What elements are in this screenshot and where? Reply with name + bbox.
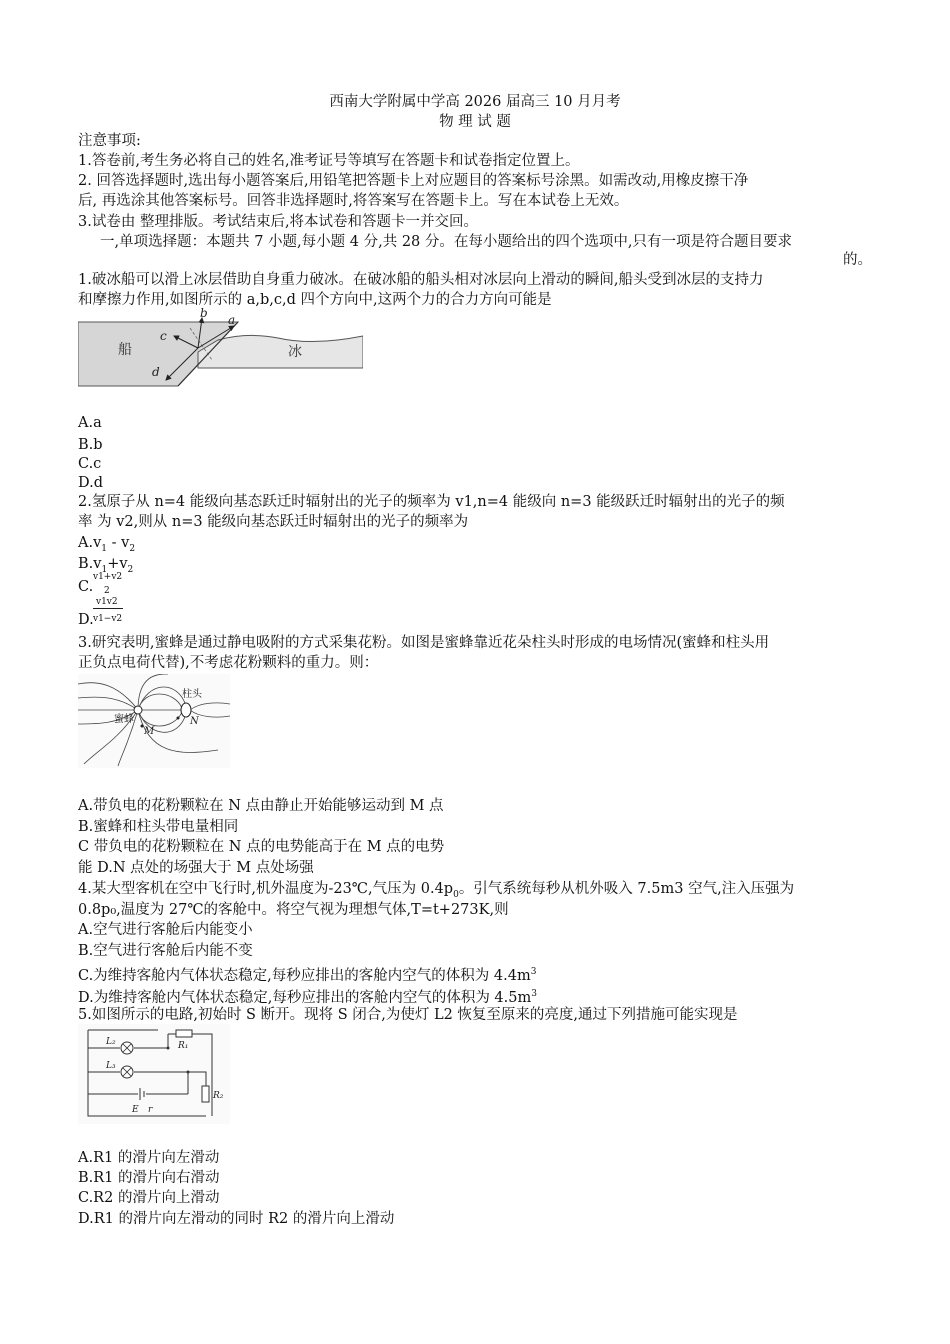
q3-option-c: C 带负电的花粉颗粒在 N 点的电势能高于在 M 点的电势 (78, 839, 445, 855)
q3-stem-2: 正负点电荷代替),不考虑花粉颗料的重力。则： (78, 655, 379, 671)
q1-option-d: D.d (78, 475, 103, 491)
point-n-label: N (190, 716, 199, 727)
point-m-label: M (144, 726, 155, 737)
note-2b: 后, 再选涂其他答案标号。回答非选择题时,将答案写在答题卡上。写在本试卷上无效。 (78, 193, 629, 209)
q5-stem: 5.如图所示的电路,初始时 S 断开。现将 S 闭合,为使灯 L2 恢复至原来的亮度,通过下列措施可能实现是 (78, 1007, 738, 1023)
circuit-figure (78, 1024, 230, 1124)
q5-option-c: C.R2 的滑片向上滑动 (78, 1190, 220, 1206)
ice-label: 冰 (288, 344, 302, 360)
q4-option-c: C.为维持客舱内气体状态稳定,每秒应排出的客舱内空气的体积为 $4.4m^3$ (78, 967, 537, 984)
subject-title: 物 理 试 题 (439, 114, 511, 130)
q1-stem-1: 1.破冰船可以滑上冰层借助自身重力破冰。在破冰船的船头相对冰层向上滑动的瞬间,船头受到冰层的支持力 (78, 272, 764, 288)
q1-option-b: B.b (78, 437, 103, 453)
resistor-r1-label: R₁ (178, 1041, 189, 1051)
note-1: 1.答卷前,考生务必将自己的姓名,准考证号等填写在答题卡和试卷指定位置上。 (78, 153, 580, 169)
q2-stem-2: 率 为 v2,则从 n=3 能级向基态跃迁时辐射出的光子的频率为 (78, 514, 469, 530)
electric-field-diagram (78, 674, 230, 768)
section1-intro: 一,单项选择题：本题共 7 小题,每小题 4 分,共 28 分。在每小题给出的四个选项中,只有一项是符合题目要求 (100, 234, 792, 250)
q4-option-d: D.为维持客舱内气体状态稳定,每秒应排出的客舱内空气的体积为 $4.5m^3$ (78, 989, 537, 1006)
lamp-l2-label: L₂ (106, 1037, 116, 1047)
ship-label: 船 (118, 342, 132, 358)
internal-r-label: r (148, 1105, 153, 1115)
emf-e-label: E (132, 1105, 139, 1115)
q3-stem-1: 3.研究表明,蜜蜂是通过静电吸附的方式采集花粉。如图是蜜蜂靠近花朵柱头时形成的电场情况(蜜蜂和柱头用 (78, 635, 770, 651)
exam-title: 西南大学附属中学高 2026 届高三 10 月月考 (329, 94, 621, 110)
stigma-label: 柱头 (182, 689, 202, 700)
notes-title: 注意事项: (78, 133, 141, 149)
bee-label: 蜜蜂 (114, 714, 134, 725)
electric-field-figure (78, 674, 230, 768)
circuit-diagram (78, 1024, 230, 1124)
q3-option-d: 能 D.N 点处的场强大于 M 点处场强 (78, 860, 314, 876)
arrow-c-label: c (160, 329, 167, 343)
resistor-r2-label: R₂ (213, 1091, 224, 1101)
q2-option-d: D. (78, 612, 94, 628)
q2-d-denominator: v1−v2 (93, 614, 123, 624)
q4-option-b: B.空气进行客舱后内能不变 (78, 943, 253, 959)
q4-stem-2: 0.8p₀,温度为 27℃的客舱中。将空气视为理想气体,T=t+273K,则 (78, 902, 509, 918)
q2-d-fraction-bar (93, 608, 123, 609)
q2-stem-1: 2.氢原子从 n=4 能级向基态跃迁时辐射出的光子的频率为 v1,n=4 能级向 n=3 能级跃迁时辐射出的光子的频 (78, 494, 785, 510)
arrow-d-label: d (152, 365, 160, 379)
icebreaker-figure (78, 308, 363, 390)
q2-c-numerator: v1+v2 (93, 572, 123, 582)
arrow-a-label: a (228, 313, 236, 327)
q3-option-b: B.蜜蜂和柱头带电量相同 (78, 819, 239, 835)
icebreaker-diagram (78, 308, 363, 390)
q1-option-c: C.c (78, 456, 102, 472)
q5-option-a: A.R1 的滑片向左滑动 (78, 1150, 220, 1166)
q5-option-d: D.R1 的滑片向左滑动的同时 R2 的滑片向上滑动 (78, 1211, 395, 1227)
q2-option-b: $B.v_1+v_2$ (78, 556, 134, 575)
q1-stem-2: 和摩擦力作用,如图所示的 a,b,c,d 四个方向中,这两个力的合力方向可能是 (78, 292, 552, 308)
q2-d-numerator: v1v2 (96, 597, 118, 607)
arrow-b-label: b (200, 308, 208, 320)
note-2a: 2. 回答选择题时,选出每小题答案后,用铅笔把答题卡上对应题目的答案标号涂黑。如需改动,用橡皮擦干净 (78, 173, 749, 189)
lamp-l3-label: L₃ (106, 1061, 116, 1071)
q3-option-a: A.带负电的花粉颗粒在 N 点由静止开始能够运动到 M 点 (78, 798, 444, 814)
section1-intro-end: 的。 (843, 252, 872, 268)
q2-option-c: C. (78, 579, 94, 595)
q1-option-a: A.a (78, 415, 102, 431)
q4-option-a: A.空气进行客舱后内能变小 (78, 922, 253, 938)
note-3: 3.试卷由 整理排版。考试结束后,将本试卷和答题卡一并交回。 (78, 214, 479, 230)
q4-stem-1: 4.某大型客机在空中飞行时,机外温度为-23℃,气压为 $0.4p_0$。引气系统每秒从机外吸入 7.5m3 空气,注入压强为 (78, 881, 795, 900)
q2-option-a: $A.v_1 - v_2$ (78, 535, 136, 554)
q5-option-b: B.R1 的滑片向右滑动 (78, 1170, 220, 1186)
q2-c-denominator: 2 (104, 586, 110, 596)
